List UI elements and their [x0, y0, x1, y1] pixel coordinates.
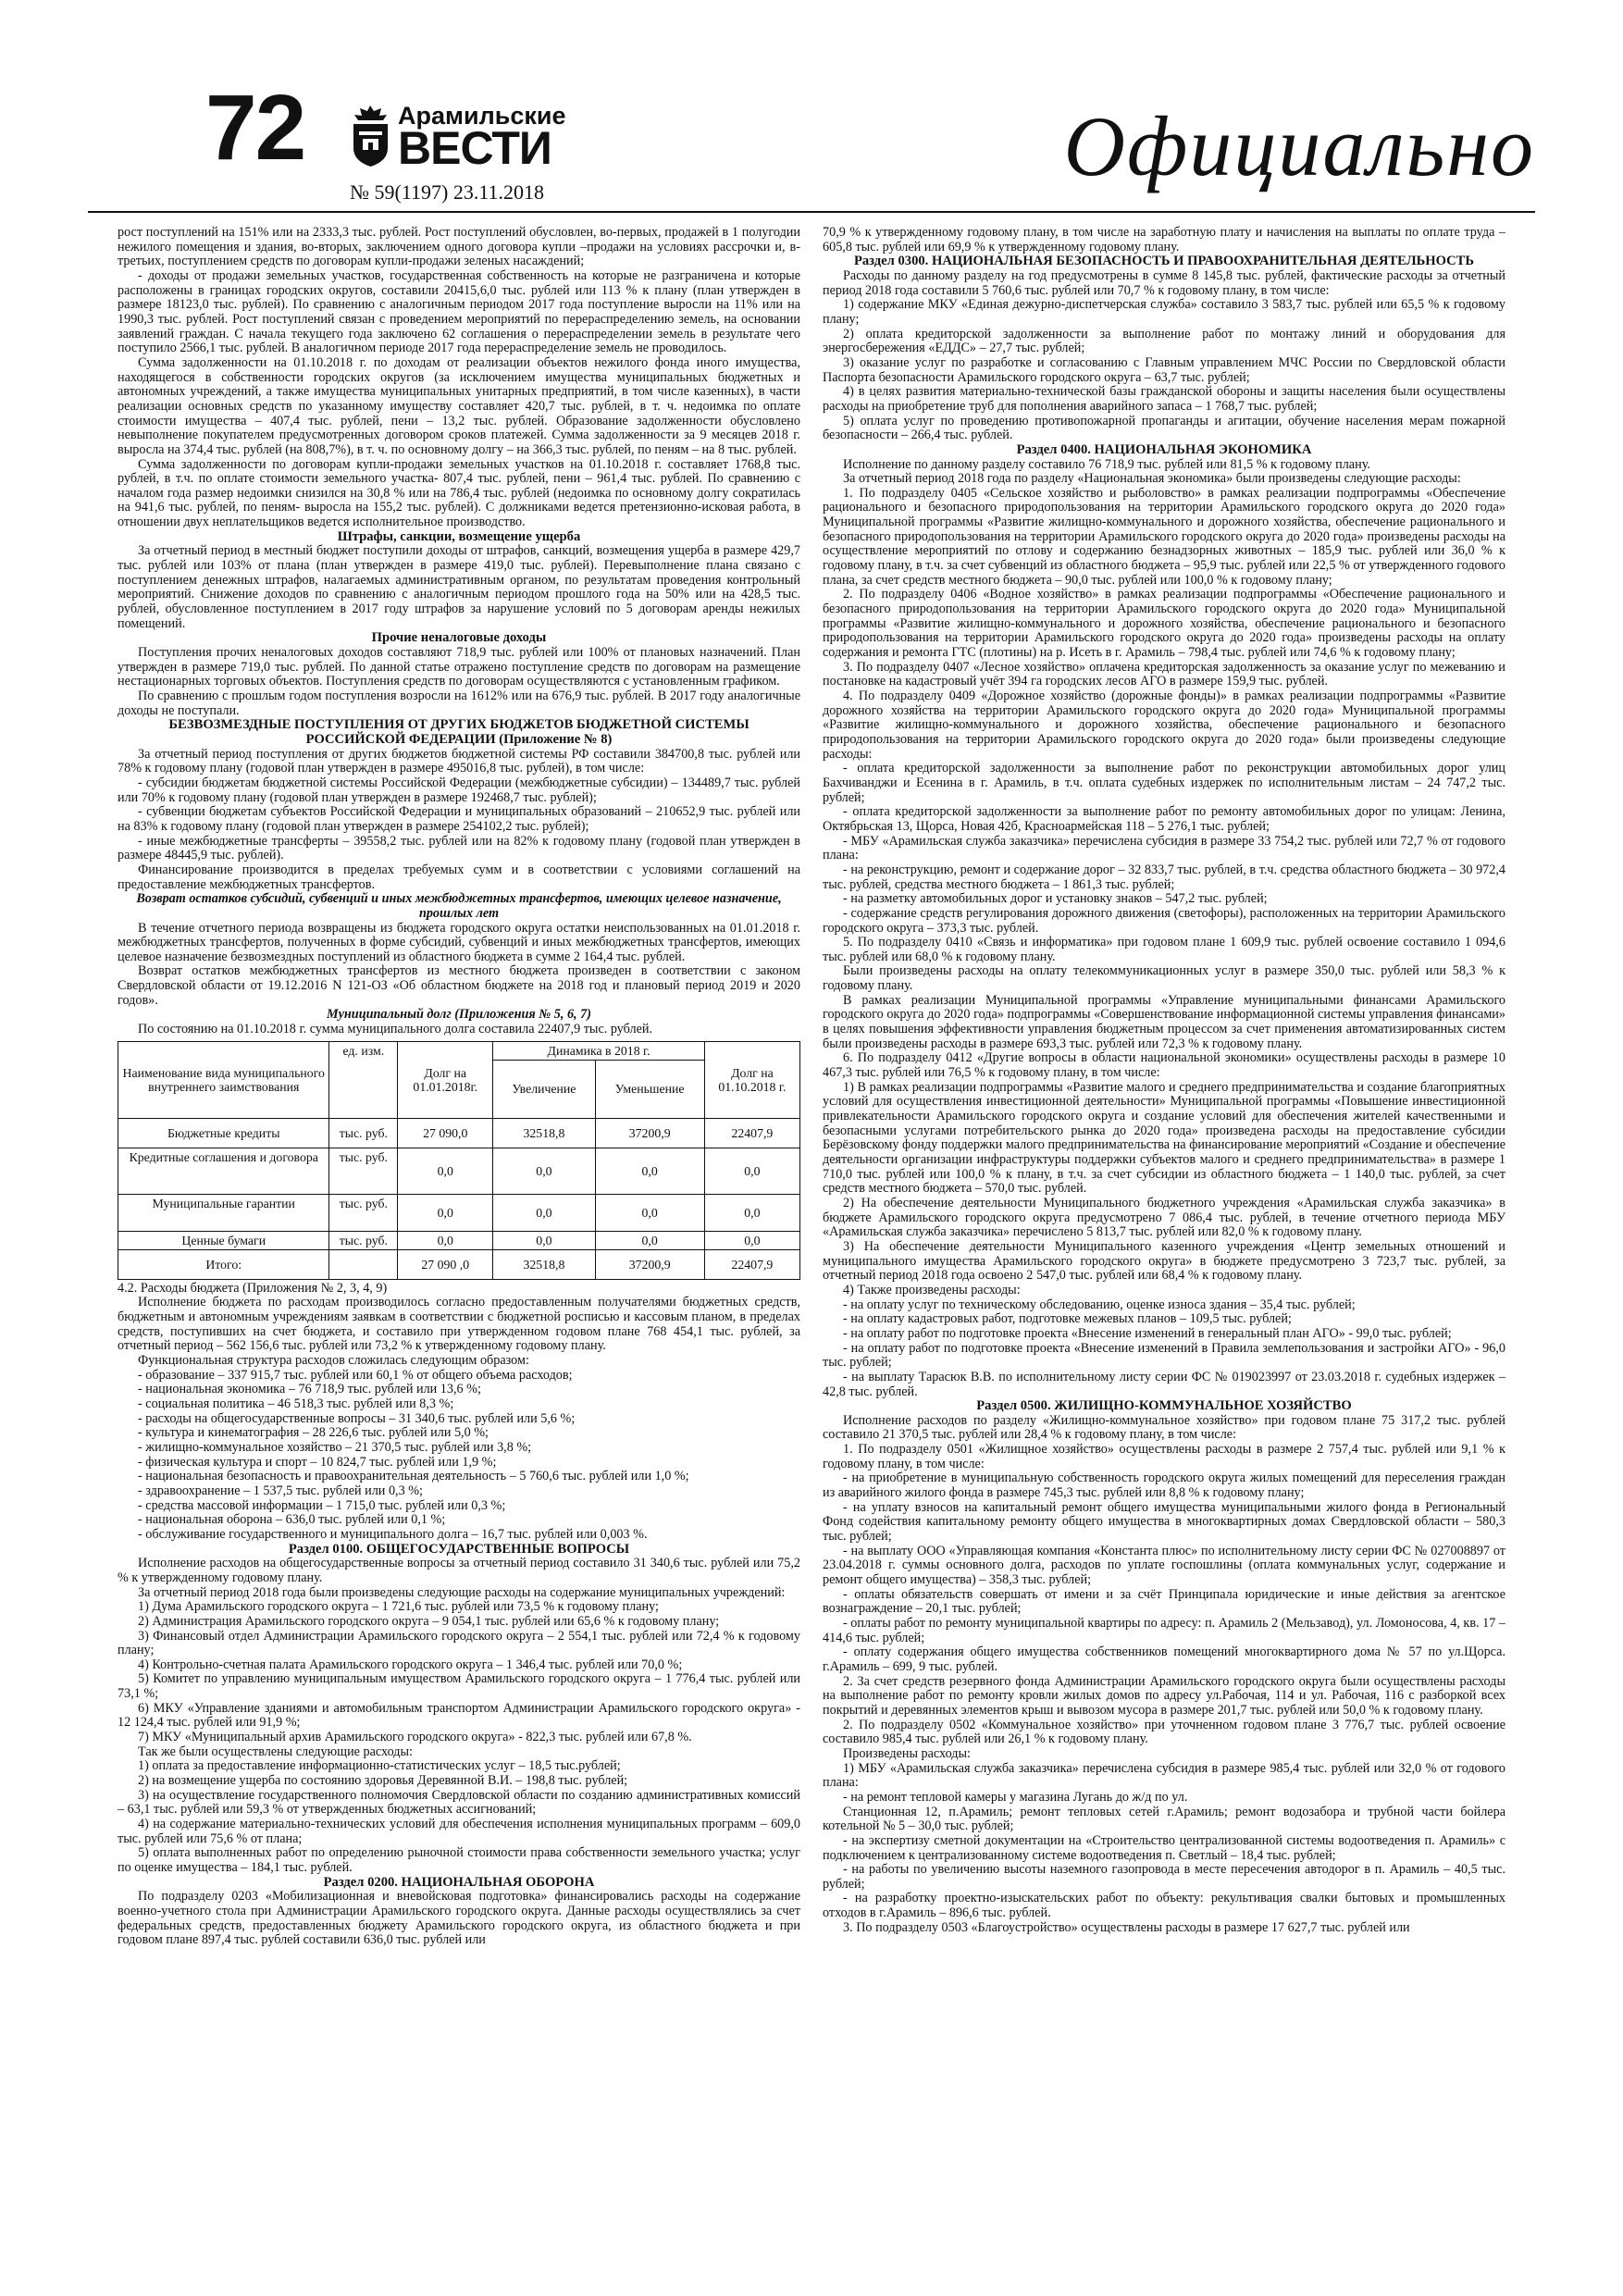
row-start: 0,0 — [398, 1148, 493, 1194]
paragraph: Были произведены расходы на оплату телекоммуникационных услуг в размере 350,0 тыс. рублей или 58,3 % к годовому плану. — [823, 963, 1505, 994]
section-heading: Штрафы, санкции, возмещение ущерба — [337, 528, 581, 544]
section-heading: Прочие неналоговые доходы — [371, 630, 547, 646]
paragraph: 3) На обеспечение деятельности Муниципального казенного учреждения «Центр земельных отношений и муниципального имущества Арамильского городского округа» в бюджете предусмотрено 3 723,7 тыс. рублей, за отчетный период 2018 года освоено 2 547,0 тыс. рублей или 68,4 % к годовому плану. — [823, 1238, 1505, 1284]
header-increase: Увеличение — [493, 1060, 595, 1118]
paragraph: 6) МКУ «Управление зданиями и автомобильным транспортом Администрации Арамильского городского округа» - 12 124,4 тыс. рублей или 91,9 %; — [118, 1700, 800, 1731]
paragraph: Возврат остатков межбюджетных трансфертов из местного бюджета произведен в соответствии с законом Свердловской области от 19.12.2016 N 121-ОЗ «Об областном бюджете на 2018 год и плановый период 2019 и 2020 годов». — [118, 963, 800, 1008]
paragraph: - МБУ «Арамильская служба заказчика» перечислена субсидия в размере 33 754,2 тыс. рублей или 72,7 % от годового плана: — [823, 833, 1505, 863]
paragraph: 2) На обеспечение деятельности Муниципального бюджетного учреждения «Арамильская служба заказчика» в бюджете Арамильского городского округа предусмотрено 7 086,4 тыс. рублей, в течение отчетного периода МБУ «Арамильская служба заказчика» перечислено 5 813,7 тыс. рублей или 82,0 % к годовому плану. — [823, 1195, 1505, 1240]
row-end: 22407,9 — [704, 1118, 799, 1148]
table-row — [118, 1231, 800, 1249]
paragraph: - на разметку автомобильных дорог и установку знаков – 547,2 тыс. рублей; — [843, 891, 1268, 907]
section-heading: Раздел 0200. НАЦИОНАЛЬНАЯ ОБОРОНА — [323, 1874, 595, 1890]
paragraph: 1. По подразделу 0405 «Сельское хозяйство и рыболовство» в рамках реализации подпрограммы «Обеспечение рационального и безопасного природопользования на территории Арамильского городского округа до 2020 года» Муниципальной программы «Развитие жилищно-коммунального и дорожного хозяйства, обеспечение рационального и безопасного природопользования на территории Арамильского городского округа до 2020 года» произведены расходы на осуществление мероприятий по отлову и содержанию безнадзорных животных – 185,9 тыс. рублей или 36,0 % к годовому плану, в т.ч. за счет субвенций из областного бюджета – 95,9 тыс. рублей или 22,5 % от утвержденного годового плана, за счет средств местного бюджета – 90,0 тыс. рублей или 100,0 % к годовому плану; — [823, 485, 1505, 588]
paragraph: Расходы по данному разделу на год предусмотрены в сумме 8 145,8 тыс. рублей, фактические расходы за отчетный период 2018 года составили 5 760,6 тыс. рублей или 70,7 % к годовому плану, в том числе: — [823, 267, 1505, 298]
paragraph: - содержание средств регулирования дорожного движения (светофоры), расположенных на территории Арамильского городского округа – 373,3 тыс. рублей. — [823, 905, 1505, 936]
row-increase: 32518,8 — [493, 1118, 595, 1148]
section-heading: Раздел 0100. ОБЩЕГОСУДАРСТВЕННЫЕ ВОПРОСЫ — [288, 1541, 630, 1557]
row-unit: тыс. руб. — [329, 1118, 398, 1148]
left-column-text — [118, 226, 800, 1037]
header-end-debt: Долг на 01.10.2018 г. — [704, 1041, 799, 1118]
row-name: Бюджетные кредиты — [118, 1118, 329, 1148]
row-unit: тыс. руб. — [329, 1194, 398, 1231]
paragraph: 2) оплата кредиторской задолженности за выполнение работ по монтажу линий и оборудования для энергосбережения «ЕДДС» – 27,7 тыс. рублей; — [823, 326, 1505, 356]
row-start: 0,0 — [398, 1231, 493, 1249]
header-start-debt: Долг на 01.01.2018г. — [398, 1041, 493, 1118]
paragraph: - на реконструкцию, ремонт и содержание дорог – 32 833,7 тыс. рублей, в т.ч. средства областного бюджета – 30 972,4 тыс. рублей, средства местного бюджета – 1 861,3 тыс. рублей; — [823, 862, 1505, 892]
row-increase: 32518,8 — [493, 1249, 595, 1279]
paragraph: 5) Комитет по управлению муниципальным имуществом Арамильского городского округа – 1 776,4 тыс. рублей или 73,1 %; — [118, 1671, 800, 1702]
paragraph: 4) Также произведены расходы: — [843, 1282, 1021, 1297]
header-dynamics: Динамика в 2018 г. — [493, 1041, 705, 1060]
paragraph: За отчетный период 2018 года по разделу «Национальная экономика» были произведены следующие расходы: — [843, 471, 1461, 487]
page-number: 72 — [205, 76, 305, 180]
paragraph: 1) Дума Арамильского городского округа – 1 721,6 тыс. рублей или 73,5 % к годовому плану; — [138, 1599, 659, 1615]
paragraph: - национальная оборона – 636,0 тыс. рублей или 0,1 %; — [138, 1512, 446, 1528]
paragraph: - физическая культура и спорт – 10 824,7 тыс. рублей или 1,9 %; — [138, 1454, 497, 1470]
paragraph: - национальная безопасность и правоохранительная деятельность – 5 760,6 тыс. рублей или 1,0 %; — [138, 1469, 689, 1484]
section-heading: БЕЗВОЗМЕЗДНЫЕ ПОСТУПЛЕНИЯ ОТ ДРУГИХ БЮДЖЕТОВ БЮДЖЕТНОЙ СИСТЕМЫ РОССИЙСКОЙ ФЕДЕРАЦИИ (Приложение № 8) — [168, 717, 750, 747]
row-decrease: 37200,9 — [595, 1249, 704, 1279]
section-heading: Раздел 0500. ЖИЛИЩНО-КОММУНАЛЬНОЕ ХОЗЯЙСТВО — [976, 1398, 1352, 1414]
header-decrease: Уменьшение — [595, 1060, 704, 1118]
paragraph: 5. По подразделу 0410 «Связь и информатика» при годовом плане 1 609,9 тыс. рублей освоение составило 1 094,6 тыс. рублей или 68,0 % к годовому плану. — [823, 935, 1505, 964]
paragraph: - оплата кредиторской задолженности за выполнение работ по реконструкции автомобильных дорог улиц Бахчиванджи и Есенина в г. Арамиль, в т.ч. оплата судебных издержек по исполнительным листам – 24 747,2 тыс. рублей; — [823, 761, 1505, 805]
masthead — [88, 0, 1535, 215]
row-decrease: 0,0 — [595, 1194, 704, 1231]
row-name: Ценные бумаги — [118, 1231, 329, 1249]
municipal-debt-table — [118, 1041, 800, 1280]
section-title: Официально — [1063, 99, 1535, 193]
paragraph: Так же были осуществлены следующие расходы: — [138, 1744, 413, 1759]
paragraph: 1) МБУ «Арамильская служба заказчика» перечислена субсидия в размере 985,4 тыс. рублей или 32,0 % от годового плана: — [823, 1760, 1505, 1791]
paragraph: Функциональная структура расходов сложилась следующим образом: — [138, 1353, 529, 1369]
row-end: 0,0 — [704, 1148, 799, 1194]
paragraph: - иные межбюджетные трансферты – 39558,2 тыс. рублей или на 82% к годовому плану (годовой план утвержден в размере 48445,9 тыс. рублей). — [118, 833, 800, 863]
subsection-heading: Возврат остатков субсидий, субвенций и иных межбюджетных трансфертов, имеющих целевое назначение, прошлых лет — [136, 891, 782, 921]
paragraph: В течение отчетного периода возвращены из бюджета городского округа остатки неиспользованных на 01.01.2018 г. межбюджетных трансфертов, полученных в форме субсидий, субвенций и иных межбюджетных трансфертов, имеющих целевое назначение безвозмездных поступлений из областного бюджета в сумме 2 164,4 тыс. рублей. — [118, 920, 800, 964]
row-start: 0,0 — [398, 1194, 493, 1231]
paragraph: 1. По подразделу 0501 «Жилищное хозяйство» осуществлены расходы в размере 2 757,4 тыс. рублей или 9,1 % к годовому плану, в том числе: — [823, 1442, 1505, 1471]
paragraph: - социальная политика – 46 518,3 тыс. рублей или 8,3 %; — [138, 1396, 454, 1411]
table-row — [118, 1148, 800, 1194]
paragraph: - на выплату ООО «Управляющая компания «Константа плюс» по исполнительному листу серии ФС № 027008897 от 23.04.2018 г. суммы основного долга, расходов по уплате госпошлины (оплата коммунальных услуг, содержание и ремонт общего имущества) – 358,3 тыс. рублей; — [823, 1543, 1505, 1588]
paragraph: - доходы от продажи земельных участков, государственная собственность на которые не разграничена и которые расположены в границах городских округов, составили 20415,6,0 тыс. рублей или 113 % к плану (план утвержден в размере 18123,0 тыс. рублей). По сравнению с аналогичным периодом 2017 года поступление выросли на 11% или на 1990,3 тыс. рублей. Рост поступлений связан с проведением мероприятий по перераспределению земель, на основании заявлений граждан. С начала текущего года заключено 62 соглашения о перераспределении земель в результате чего поступило 2566,1 тыс. рублей. В аналогичном периоде 2017 года перераспределение земель не проводилось. — [118, 267, 800, 356]
paragraph: 2. По подразделу 0406 «Водное хозяйство» в рамках реализации подпрограммы «Обеспечение рационального и безопасного природопользования на территории Арамильского городского округа до 2020 года» Муниципальной программы «Развитие жилищно-коммунального и дорожного хозяйства, обеспечение рационального и безопасного природопользования на территории Арамильского городского округа до 2020 года» произведены расходы на оплату содержания и ремонта ГТС (плотины) на р. Исеть в г. Арамиль – 798,4 тыс. рублей или 74,6 % к годовому плану; — [823, 587, 1505, 661]
paragraph: Финансирование производится в пределах требуемых сумм и в соответствии с условиями соглашений на предоставление межбюджетных трансфертов. — [118, 862, 800, 892]
paragraph: - здравоохранение – 1 537,5 тыс. рублей или 0,3 %; — [138, 1483, 423, 1498]
paragraph: По сравнению с прошлым годом поступления возросли на 1612% или на 676,9 тыс. рублей. В 2017 году аналогичные доходы не поступали. — [118, 689, 800, 718]
paragraph: За отчетный период поступления от других бюджетов бюджетной системы РФ составили 384700,8 тыс. рублей или 78% к годовому плану (годовой план утвержден в размере 495016,8 тыс. рублей), в том числе: — [118, 746, 800, 776]
row-increase: 0,0 — [493, 1231, 595, 1249]
paragraph: За отчетный период 2018 года были произведены следующие расходы на содержание муниципальных учреждений: — [138, 1584, 786, 1600]
newspaper-logo — [350, 102, 567, 174]
row-decrease: 0,0 — [595, 1231, 704, 1249]
paragraph: Исполнение расходов на общегосударственные вопросы за отчетный период составило 31 340,6 тыс. рублей или 75,2 % к утвержденному годовому плану. — [118, 1556, 800, 1585]
row-name: Кредитные соглашения и договора — [118, 1148, 329, 1194]
header-name: Наименование вида муниципального внутреннего заимствования — [118, 1041, 329, 1118]
subsection-heading: Муниципальный долг (Приложения № 5, 6, 7) — [327, 1007, 591, 1023]
paragraph: 3) на осуществление государственного полномочия Свердловской области по созданию административных комиссий – 63,1 тыс. рублей или 59,3 % от утвержденных бюджетных ассигнований; — [118, 1787, 800, 1818]
paragraph: - национальная экономика – 76 718,9 тыс. рублей или 13,6 %; — [138, 1382, 481, 1397]
left-column-text-continued — [118, 1282, 800, 1948]
paragraph: 1) оплата за предоставление информационно-статистических услуг – 18,5 тыс.рублей; — [138, 1758, 621, 1774]
paragraph: 4) Контрольно-счетная палата Арамильского городского округа – 1 346,4 тыс. рублей или 70,0 %; — [138, 1657, 683, 1672]
paragraph: - жилищно-коммунальное хозяйство – 21 370,5 тыс. рублей или 3,8 %; — [138, 1439, 532, 1455]
paragraph: За отчетный период в местный бюджет поступили доходы от штрафов, санкций, возмещения ущерба в размере 429,7 тыс. рублей или 103% от плана (план утвержден в размере 419,0 тыс. рублей). Перевыполнение плана связано с поступлением денежных штрафов, налагаемых административным органом, по результатам проведения контрольный мероприятий. Снижение доходов по сравнению с аналогичным периодом прошлого года на 50% или на 428,5 тыс. рублей, обусловленное поступлением в 2017 году штрафов за нарушение условий по 5 договорам аренды нежилых помещений. — [118, 543, 800, 631]
paragraph: - субсидии бюджетам бюджетной системы Российской Федерации (межбюджетные субсидии) – 134489,7 тыс. рублей или 70% к годовому плану (годовой план утвержден в размере 192468,7 тыс. рублей); — [118, 775, 800, 805]
row-end: 0,0 — [704, 1194, 799, 1231]
row-increase: 0,0 — [493, 1194, 595, 1231]
paragraph: - на уплату взносов на капитальный ремонт общего имущества муниципальными жилого фонда в Региональный Фонд содействия капитальному ремонту общего имущества в многоквартирных домах Свердловской области – 580,3 тыс. рублей; — [823, 1499, 1505, 1545]
row-decrease: 0,0 — [595, 1148, 704, 1194]
paragraph: - оплаты обязательств совершать от имени и за счёт Принципала юридические и иные действия за агентское вознаграждение – 20,1 тыс. рублей; — [823, 1586, 1505, 1617]
paragraph: Исполнение расходов по разделу «Жилищно-коммунальное хозяйство» при годовом плане 75 317,2 тыс. рублей составило 21 370,5 тыс. рублей или 28,4 % к годовому плану, в том числе: — [823, 1412, 1505, 1443]
paragraph: - оплату содержания общего имущества собственников помещений многоквартирного дома № 57 по ул.Щорса. г.Арамиль – 699, 9 тыс. рублей. — [823, 1644, 1505, 1674]
paragraph: - на приобретение в муниципальную собственность городского округа жилых помещений для переселения граждан из аварийного жилого фонда в размере 745,3 тыс. рублей или 8,8 % к годовому плану; — [823, 1471, 1505, 1501]
paragraph: 3) оказание услуг по разработке и согласованию с Главным управлением МЧС России по Свердловской области Паспорта безопасности Арамильского городского округа – 63,7 тыс. рублей; — [823, 354, 1505, 385]
paragraph: - оплата кредиторской задолженности за выполнение работ по ремонту автомобильных дорог по улицам: Ленина, Октябрьская 13, Щорса, Новая 42б, Красноармейская 118 – 5 276,1 тыс. рублей; — [823, 804, 1505, 834]
paragraph: Станционная 12, п.Арамиль; ремонт тепловых сетей г.Арамиль; ремонт водозабора и трубной части бойлера котельной № 5 – 30,0 тыс. рублей; — [823, 1804, 1505, 1834]
row-end: 0,0 — [704, 1231, 799, 1249]
paragraph: Исполнение бюджета по расходам производилось согласно предоставленным получателями бюджетных средств, бюджетным и автономным учреждениям заявкам в соответствии с бюджетной росписью и кассовым планом, в пределах средств, поступивших на счет бюджета, и составило при утвержденном годовом плане 768 454,1 тыс. рублей, за отчетный период – 562 156,6 тыс. рублей или 73,2 % к утвержденному годовому плану. — [118, 1295, 800, 1354]
paragraph: - субвенции бюджетам субъектов Российской Федерации и муниципальных образований – 210652,9 тыс. рублей или на 83% к годовому плану (годовой план утвержден в размере 254102,2 тыс. рублей); — [118, 804, 800, 834]
table-row — [118, 1194, 800, 1231]
row-start: 27 090 ,0 — [398, 1249, 493, 1279]
left-column — [118, 226, 800, 1948]
row-name: Муниципальные гарантии — [118, 1194, 329, 1231]
table-header-row — [118, 1041, 800, 1060]
paragraph: Сумма задолженности по договорам купли-продажи земельных участков на 01.10.2018 г. составляет 1768,8 тыс. рублей, в т.ч. по оплате стоимости земельного участка- 807,4 тыс. рублей, пени – 961,4 тыс. рублей. По сравнению с началом года размер недоимки снизился на 30,8 % или на 786,4 тыс. рублей (недоимка по основному долгу сократилась на 941,6 тыс. рублей, по пеням- выросла на 155,2 тыс. рублей). С должниками ведется претензионно-исковая работа, в отношении двух неплательщиков ведется исполнительное производство. — [118, 456, 800, 530]
paragraph: - на работы по увеличению высоты наземного газопровода в месте пересечения автодорог в п. Арамиль – 40,5 тыс. рублей; — [823, 1862, 1505, 1892]
paragraph: 7) МКУ «Муниципальный архив Арамильского городского округа» - 822,3 тыс. рублей или 67,8 %. — [138, 1730, 692, 1745]
table-row — [118, 1118, 800, 1148]
paragraph: По подразделу 0203 «Мобилизационная и вневойсковая подготовка» финансировались расходы на содержание военно-учетного стола при Администрации Арамильского городского округа. Данные расходы осуществлялись за счет федеральных средств, предоставленных бюджету Арамильского городского округа, из областного бюджета и при годовом плане 897,4 тыс. рублей составили 636,0 тыс. рублей или — [118, 1889, 800, 1948]
row-start: 27 090,0 — [398, 1118, 493, 1148]
paragraph: 2) Администрация Арамильского городского округа – 9 054,1 тыс. рублей или 65,6 % к годовому плану; — [138, 1613, 720, 1629]
paragraph: 1) содержание МКУ «Единая дежурно-диспетчерская служба» составило 3 583,7 тыс. рублей или 65,5 % к годовому плану; — [823, 297, 1505, 327]
logo-text-main: ВЕСТИ — [398, 122, 551, 174]
header-unit: ед. изм. — [329, 1041, 398, 1118]
paragraph: В рамках реализации Муниципальной программы «Управление муниципальными финансами Арамильского городского округа до 2020 года» подпрограммы «Совершенствование информационной системы управления финансами» в целях повышения эффективности управления бюджетным процессом за счет применения автоматизированных систем были произведены расходы в размере 693,3 тыс. рублей или 72,3 % к годовому плану. — [823, 992, 1505, 1051]
paragraph: 6. По подразделу 0412 «Другие вопросы в области национальной экономики» осуществлены расходы в размере 10 467,3 тыс. рублей или 76,5 % к годовому плану, в том числе: — [823, 1050, 1505, 1081]
paragraph: рост поступлений на 151% или на 2333,3 тыс. рублей. Рост поступлений обусловлен, во-первых, продажей в 1 полугодии нежилого помещения и здания, во-вторых, заключением одного договора купли –продажи на условиях рассрочки и, в- третьих, поступлением средств по договорам купли-продажи зеленых насаждений; — [118, 225, 800, 269]
section-heading: Раздел 0300. НАЦИОНАЛЬНАЯ БЕЗОПАСНОСТЬ И ПРАВООХРАНИТЕЛЬНАЯ ДЕЯТЕЛЬНОСТЬ — [853, 254, 1475, 269]
table-total-row — [118, 1249, 800, 1279]
paragraph: - образование – 337 915,7 тыс. рублей или 60,1 % от общего объема расходов; — [138, 1367, 573, 1383]
paragraph: - на разработку проектно-изыскательских работ по объекту: рекультивация свалки бытовых и промышленных отходов в г.Арамиль – 896,6 тыс. рублей. — [823, 1891, 1505, 1921]
header-rule — [88, 211, 1535, 213]
paragraph: - оплаты работ по ремонту муниципальной квартиры по адресу: п. Арамиль 2 (Мельзавод), ул. Ломоносова, 4, кв. 17 – 414,6 тыс. рублей; — [823, 1616, 1505, 1645]
right-column — [823, 226, 1505, 1948]
paragraph: 2) на возмещение ущерба по состоянию здоровья Деревянной В.И. – 198,8 тыс. рублей; — [138, 1773, 628, 1789]
paragraph: - средства массовой информации – 1 715,0 тыс. рублей или 0,3 %; — [138, 1497, 506, 1513]
paragraph: - на оплату работ по подготовке проекта «Внесение изменений в генеральный план АГО» - 99,0 тыс. рублей; — [843, 1325, 1452, 1341]
paragraph: - на выплату Тарасюк В.В. по исполнительному листу серии ФС № 019023997 от 23.03.2018 г. судебных издержек – 42,8 тыс. рублей. — [823, 1369, 1505, 1399]
paragraph: 3. По подразделу 0503 «Благоустройство» осуществлены расходы в размере 17 627,7 тыс. рублей или — [843, 1919, 1410, 1935]
article-columns — [118, 226, 1505, 1948]
paragraph: - расходы на общегосударственные вопросы – 31 340,6 тыс. рублей или 5,6 %; — [138, 1410, 576, 1426]
row-unit: тыс. руб. — [329, 1231, 398, 1249]
row-name: Итого: — [118, 1249, 329, 1279]
paragraph: 2. По подразделу 0502 «Коммунальное хозяйство» при уточненном годовом плане 3 776,7 тыс. рублей освоение составило 985,4 тыс. рублей или 26,1 % к годовому плану. — [823, 1717, 1505, 1747]
paragraph: 4.2. Расходы бюджета (Приложения № 2, 3, 4, 9) — [118, 1280, 388, 1296]
paragraph: Произведены расходы: — [843, 1745, 971, 1761]
paragraph: - культура и кинематография – 28 226,6 тыс. рублей или 5,0 %; — [138, 1425, 489, 1441]
paragraph: Поступления прочих неналоговых доходов составляют 718,9 тыс. рублей или 100% от плановых назначений. План утвержден в размере 719,0 тыс. рублей. По данной статье отражено поступление средств по договорам на размещение нестационарных торговых объектов. Поступления средств по договорам осуществляются с установленным графиком. — [118, 645, 800, 689]
row-increase: 0,0 — [493, 1148, 595, 1194]
paragraph: - на оплату кадастровых работ, подготовке межевых планов – 109,5 тыс. рублей; — [843, 1311, 1292, 1327]
paragraph: 4. По подразделу 0409 «Дорожное хозяйство (дорожные фонды)» в рамках реализации подпрограммы «Развитие дорожного хозяйства на территории Арамильского городского округа до 2020 года» Муниципальной программы «Развитие жилищно-коммунального и дорожного хозяйства, обеспечение рационального и безопасного природопользования на территории Арамильского городского округа до 2020 года» были произведены следующие расходы: — [823, 689, 1505, 762]
section-heading: Раздел 0400. НАЦИОНАЛЬНАЯ ЭКОНОМИКА — [1016, 441, 1312, 457]
row-decrease: 37200,9 — [595, 1118, 704, 1148]
paragraph: 3) Финансовый отдел Администрации Арамильского городского округа – 2 554,1 тыс. рублей или 72,4 % к годовому плану; — [118, 1628, 800, 1658]
issue-number-date: № 59(1197) 23.11.2018 — [350, 180, 545, 204]
row-unit: тыс. руб. — [329, 1148, 398, 1194]
right-column-text — [823, 226, 1505, 1935]
row-unit — [329, 1249, 398, 1279]
paragraph: 5) оплата услуг по проведению противопожарной пропаганды и агитации, обучение населения мерам пожарной безопасности – 266,4 тыс. рублей. — [823, 413, 1505, 443]
city-crest-icon — [350, 104, 391, 168]
paragraph: - на оплату услуг по техническому обследованию, оценке износа здания – 35,4 тыс. рублей; — [843, 1297, 1356, 1312]
paragraph: 4) на содержание материально-технических условий для обеспечения исполнения муниципальных программ – 609,0 тыс. рублей или 75,6 % от плана; — [118, 1817, 800, 1846]
paragraph: - на ремонт тепловой камеры у магазина Лугань до ж/д по ул. — [843, 1789, 1188, 1805]
paragraph: 2. За счет средств резервного фонда Администрации Арамильского городского округа были осуществлены расходы на выполнение работ по ремонту кровли жилых домов по адресу ул.Рабочая, 114 и ул. Рабочая, 116 с разборкой всех покрытий и деревянных элементов крыш и вывозом мусора в размере 201,7 тыс. рублей или 50,0 % к годовому плану. — [823, 1673, 1505, 1718]
logo-text-top: Арамильские — [398, 102, 566, 130]
paragraph: По состоянию на 01.10.2018 г. сумма муниципального долга составила 22407,9 тыс. рублей. — [138, 1022, 653, 1037]
paragraph: 70,9 % к утвержденному годовому плану, в том числе на заработную плату и начисления на выплаты по оплате труда – 605,8 тыс. рублей или 69,9 % к утвержденному годовому плану. — [823, 225, 1505, 254]
paragraph: 5) оплата выполненных работ по определению рыночной стоимости права собственности земельного участка; услуг по оценке имущества – 184,1 тыс. рублей. — [118, 1845, 800, 1875]
paragraph: 3. По подразделу 0407 «Лесное хозяйство» оплачена кредиторская задолженность за оказание услуг по межеванию и постановке на кадастровый учёт 394 га городских лесов АГО в размере 159,9 тыс. рублей. — [823, 659, 1505, 689]
paragraph: Исполнение по данному разделу составило 76 718,9 тыс. рублей или 81,5 % к годовому плану. — [843, 456, 1370, 472]
row-end: 22407,9 — [704, 1249, 799, 1279]
paragraph: 1) В рамках реализации подпрограммы «Развитие малого и среднего предпринимательства и создание благоприятных условий для осуществления инвестиционной деятельности» Муниципальной программы «Повышение инвестиционной привлекательности Арамильского городского округа и создание условий для обеспечения жителей качественными и безопасными услугами потребительского рынка до 2020 года» произведена расходы на предоставление субсидии Берёзовскому фонду поддержки малого предпринимательства на финансирование мероприятий «Создание и обеспечение деятельности организации инфраструктуры поддержки субъектов малого и среднего предпринимательства» в размере 1 710,0 тыс. рублей или 100,0 % к плану, в т.ч. за счет субсидии из областного бюджета – 1 140,0 тыс. рублей, за счет средств местного бюджета – 570,0 тыс. рублей. — [823, 1079, 1505, 1197]
paragraph: 4) в целях развития материально-технической базы гражданской обороны и защиты населения были осуществлены расходы на приобретение труб для пополнения аварийного запаса – 1 768,7 тыс. рублей; — [823, 384, 1505, 414]
paragraph: - обслуживание государственного и муниципального долга – 16,7 тыс. рублей или 0,003 %. — [138, 1526, 648, 1542]
paragraph: - на оплату работ по подготовке проекта «Внесение изменений в Правила землепользования и застройки АГО» - 96,0 тыс. рублей; — [823, 1340, 1505, 1371]
paragraph: Сумма задолженности на 01.10.2018 г. по доходам от реализации объектов нежилого фонда иного имущества, находящегося в собственности городских округов (за исключением имущества муниципальных бюджетных и автономных учреждений, а также имущества муниципальных унитарных предприятий, в том числе казенных), в части реализации основных средств по указанному имуществу составляет 420,7 тыс. рублей, в т. ч. недоимка по оплате стоимости имущества – 407,4 тыс. рублей, пени – 13,2 тыс. рублей. Образование задолженности обусловлено невыполнение покупателем предусмотренных договором сроков платежей. Сумма задолженности за 9 месяцев 2018 г. выросла на 374,4 тыс. рублей (на 808,7%), в т. ч. по основному долгу – на 366,3 тыс. рублей, по пеням – на 8 тыс. рублей. — [118, 354, 800, 457]
paragraph: - на экспертизу сметной документации на «Строительство централизованной системы водоотведения п. Арамиль» с подключением к централизованному системе водоотведения п. Светлый – 18,4 тыс. рублей; — [823, 1832, 1505, 1863]
